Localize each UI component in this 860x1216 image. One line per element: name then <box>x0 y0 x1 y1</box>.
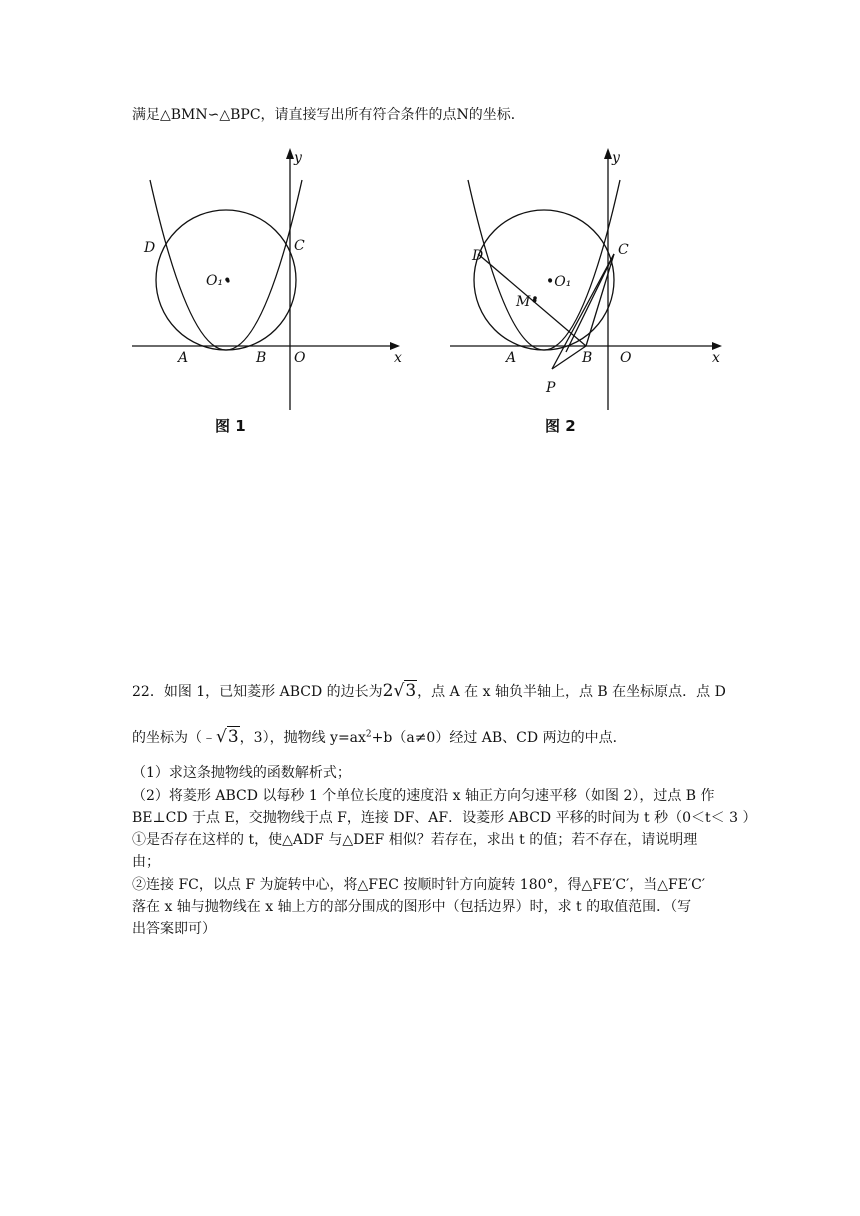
part2-line2: BE⊥CD 于点 E，交抛物线于点 F，连接 DF、AF．设菱形 ABCD 平移的时间为 t 秒（0＜t＜ 3 ） <box>132 810 757 826</box>
label-o1: O₁• <box>206 273 232 289</box>
label-c: C <box>294 238 305 254</box>
label-d: D <box>144 240 156 256</box>
label-o: O <box>620 350 632 366</box>
segment-pb <box>552 346 586 369</box>
figure-2-diagram <box>446 140 736 410</box>
figure-2-caption: 图 2 <box>545 417 576 435</box>
part2-line1: （2）将菱形 ABCD 以每秒 1 个单位长度的速度沿 x 轴正方向匀速平移（如图 2），过点 B 作 <box>132 788 715 804</box>
label-b: B <box>582 350 593 366</box>
label-y: y <box>612 150 620 166</box>
question2-line1: ②连接 FC，以点 F 为旋转中心，将△FEC 按顺时针方向旋转 180°，得△FE′C′，当△FE′C′ <box>132 877 706 893</box>
segment-inner-c <box>566 254 614 352</box>
part1: （1）求这条抛物线的函数解析式； <box>132 765 351 781</box>
segment-bc <box>586 254 614 346</box>
p22-l1-coef: 2 <box>382 681 394 701</box>
p22-l2-text-b: ，3），抛物线 y=ax <box>239 730 366 746</box>
label-o: O <box>294 350 306 366</box>
label-d: D <box>472 248 484 264</box>
label-c: C <box>618 242 629 258</box>
label-a: A <box>178 350 189 366</box>
question1-line2: 由； <box>132 854 160 870</box>
p22-l1-radicand: 3 <box>405 681 417 701</box>
p22-l2-radicand: 3 <box>227 727 239 747</box>
p22-l1-text-b: ，点 A 在 x 轴负半轴上，点 B 在坐标原点．点 D <box>417 684 726 700</box>
label-a: A <box>506 350 517 366</box>
label-x: x <box>712 350 720 366</box>
label-m: M• <box>516 294 539 310</box>
p22-l2-sup: 2 <box>365 729 372 740</box>
p22-l2-text-c: +b（a≠0）经过 AB、CD 两边的中点． <box>371 730 627 746</box>
label-y: y <box>294 150 302 166</box>
label-o1: •O₁ <box>546 274 572 290</box>
figure-1-caption: 图 1 <box>215 417 246 435</box>
question1-line1: ①是否存在这样的 t，使△ADF 与△DEF 相似？若存在，求出 t 的值；若不存在，请说明理 <box>132 832 698 848</box>
label-b: B <box>256 350 267 366</box>
question2-line3: 出答案即可） <box>132 921 216 937</box>
p22-l1-text-a: 22．如图 1，已知菱形 ABCD 的边长为 <box>132 684 383 700</box>
label-x: x <box>394 350 402 366</box>
figure-1-diagram <box>128 140 418 410</box>
problem22-line2: 的坐标为（﹣√3，3），抛物线 $y=ax^2+b(a\ne 0)$经过 AB、CD 两边的中点． <box>132 727 627 747</box>
p22-l2-text-a: 的坐标为（﹣ <box>132 730 216 746</box>
label-p: P <box>546 380 556 396</box>
figure-1 <box>128 140 418 410</box>
question2-line2: 落在 x 轴与抛物线在 x 轴上方的部分围成的图形中（包括边界）时，求 t 的取值范围．（写 <box>132 899 692 915</box>
top-line: 满足△BMN∽△BPC，请直接写出所有符合条件的点N的坐标． <box>132 107 525 123</box>
problem22-line1: 22．如图 1，已知菱形 ABCD 的边长为2√3，点 A 在 x 轴负半轴上，点 B 在坐标原点．点 D <box>132 681 726 701</box>
figure-2 <box>446 140 736 410</box>
